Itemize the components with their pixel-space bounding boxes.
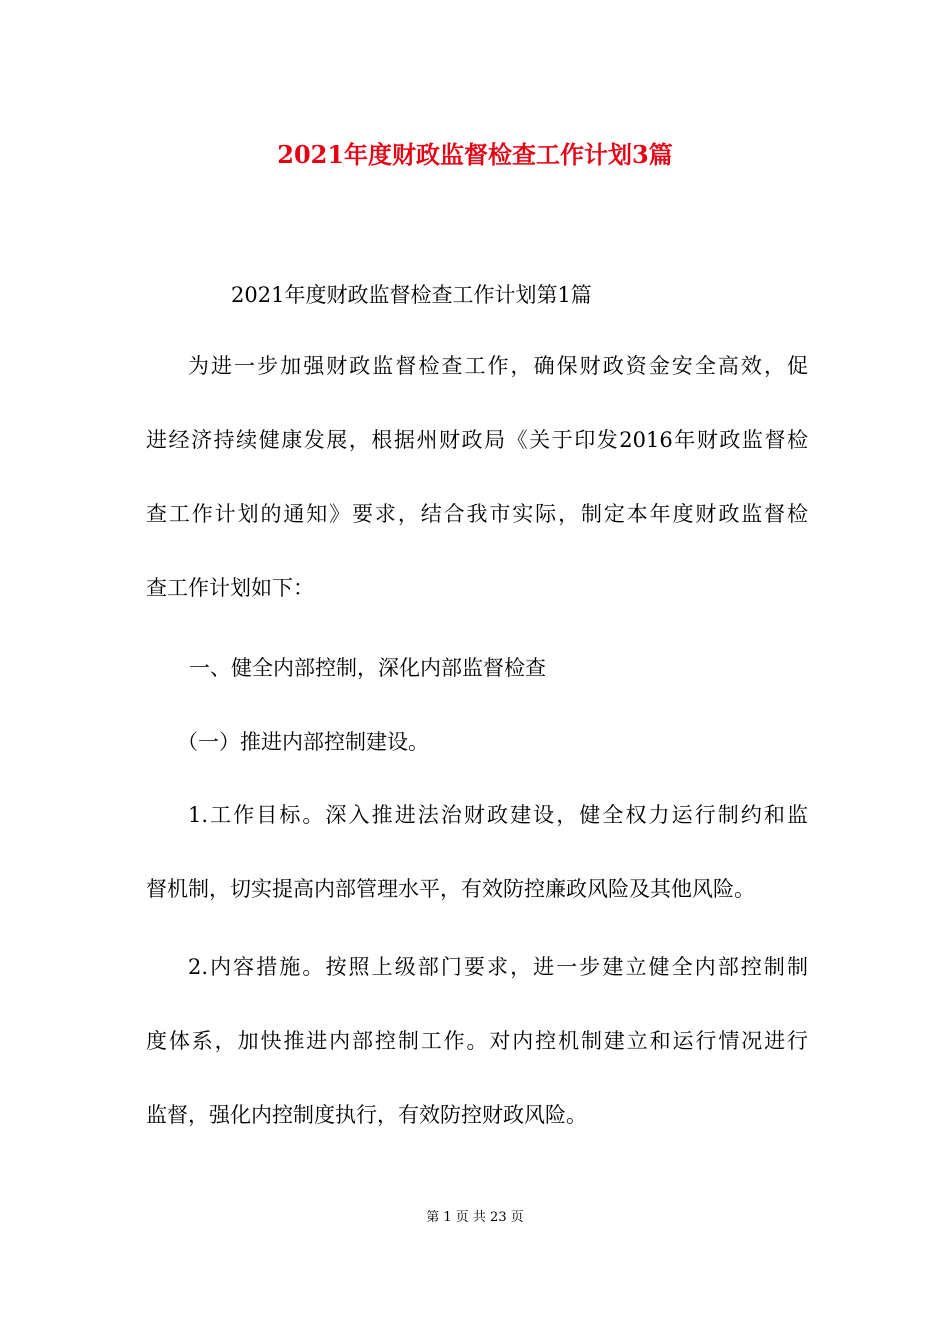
paragraph-line: 查工作计划的通知》要求，结合我市实际，制定本年度财政监督检	[146, 502, 808, 526]
item-2-paragraph	[146, 930, 808, 1152]
subsection-heading: （一）推进内部控制建设。	[177, 730, 429, 754]
section-subtitle: 2021年度财政监督检查工作计划第1篇	[231, 283, 592, 307]
intro-paragraph	[146, 329, 808, 625]
paragraph-line: 查工作计划如下：	[146, 576, 314, 600]
section-heading: 一、健全内部控制，深化内部监督检查	[189, 656, 546, 680]
item-1-paragraph	[146, 778, 808, 926]
paragraph-line: 进经济持续健康发展，根据州财政局《关于印发2016年财政监督检	[146, 428, 808, 452]
paragraph-line: 1.工作目标。深入推进法治财政建设，健全权力运行制约和监	[188, 803, 808, 827]
paragraph-line: 监督，强化内控制度执行，有效防控财政风险。	[146, 1103, 587, 1127]
paragraph-line: 为进一步加强财政监督检查工作，确保财政资金安全高效，促	[188, 354, 808, 378]
document-title: 2021年度财政监督检查工作计划3篇	[277, 140, 673, 169]
paragraph-line: 2.内容措施。按照上级部门要求，进一步建立健全内部控制制	[188, 955, 808, 979]
paragraph-line: 督机制，切实提高内部管理水平，有效防控廉政风险及其他风险。	[146, 877, 755, 901]
paragraph-line: 度体系，加快推进内部控制工作。对内控机制建立和运行情况进行	[146, 1029, 808, 1053]
page-number: 第 1 页 共 23 页	[426, 1210, 524, 1225]
